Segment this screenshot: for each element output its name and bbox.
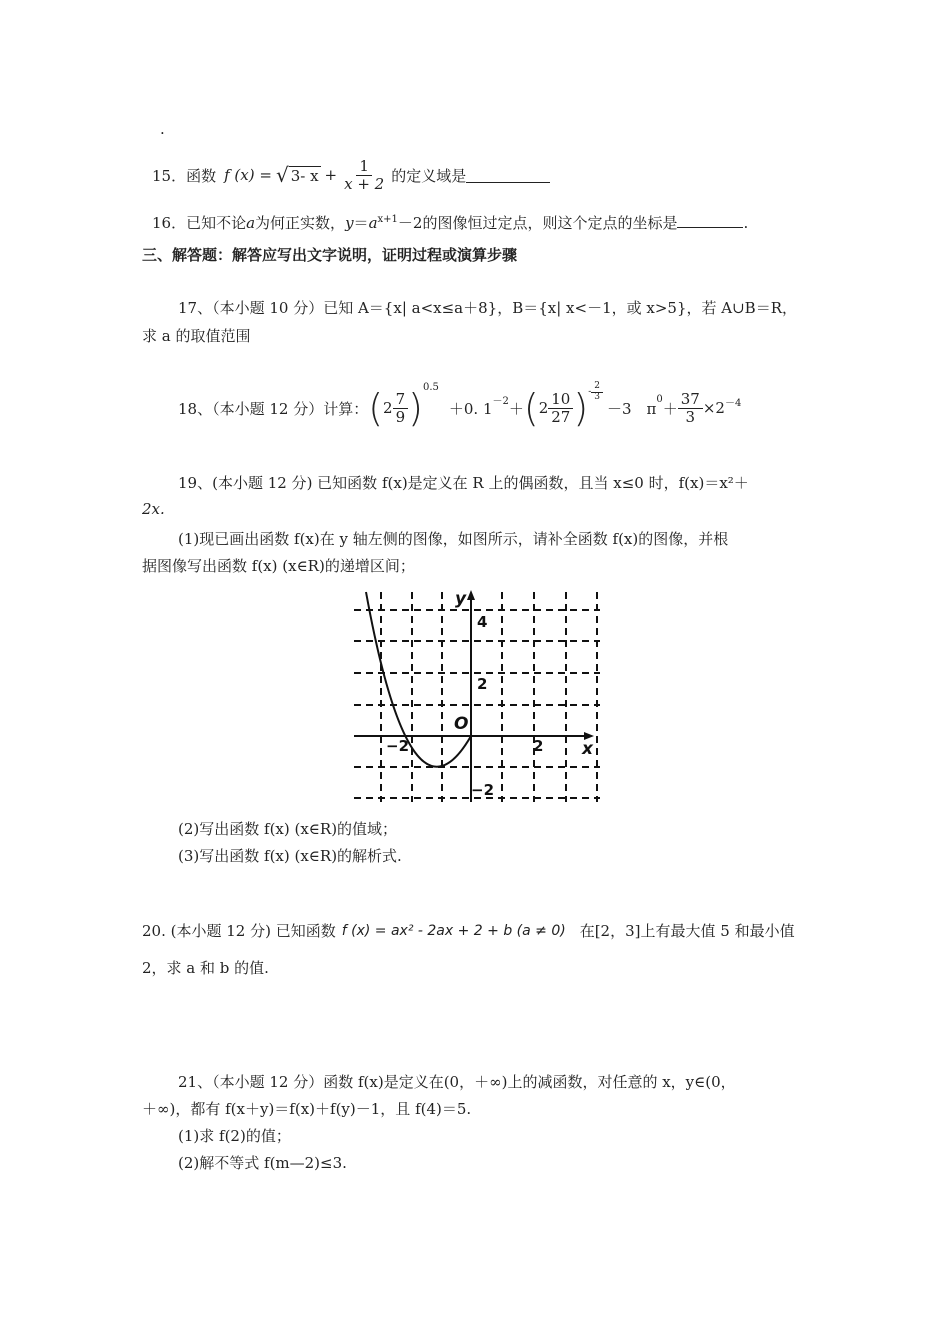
- sqrt-symbol: √: [275, 163, 289, 187]
- y-axis-label: y: [455, 589, 467, 609]
- question-16: [152, 212, 748, 233]
- q18-mixed1-frac: [393, 391, 409, 425]
- q15-plus: +: [324, 166, 338, 184]
- q18-exp-3: [588, 382, 603, 403]
- q16-base: a: [368, 214, 378, 232]
- q20-formula: f (x) = ax² - 2ax + 2 + b (a ≠ 0): [341, 922, 566, 939]
- question-15: [152, 158, 550, 192]
- y-tick-neg2: −2: [471, 781, 495, 799]
- q15-answer-blank: [466, 168, 550, 183]
- q15-number: 15．: [152, 166, 187, 185]
- q21-part1: (1)求 f(2)的值；: [178, 1127, 291, 1145]
- q16-answer-blank: [677, 215, 743, 228]
- q16-text-1: 16．已知不论: [152, 214, 247, 232]
- function-graph: [350, 586, 605, 808]
- q18-f-den: 3: [685, 407, 696, 426]
- q19-line-1: 19、(本小题 12 分) 已知函数 f(x)是定义在 R 上的偶函数，且当 x≤0 时，f(x)＝x²＋: [178, 474, 749, 492]
- left-paren: (: [368, 386, 384, 430]
- question-18: [178, 382, 741, 434]
- y-tick-4: 4: [477, 613, 488, 631]
- q18-m1-num: 7: [393, 391, 409, 409]
- q20-rest: 在[2，3]上有最大值 5 和最小值: [579, 922, 795, 940]
- q15-fraction: [341, 158, 387, 192]
- right-paren: ): [573, 386, 589, 430]
- q18-m2-den: 27: [551, 407, 571, 426]
- q16-var-a: a: [246, 214, 256, 232]
- q15-sqrt: [276, 163, 321, 187]
- q18-label: 18、（本小题 12 分）计算：: [178, 399, 369, 418]
- q18-f-num: 37: [678, 391, 703, 409]
- q19-part3: (3)写出函数 f(x) (x∈R)的解析式.: [178, 847, 402, 865]
- q18-m1-den: 9: [395, 407, 406, 426]
- q19-part2: (2)写出函数 f(x) (x∈R)的值域；: [178, 820, 398, 838]
- q18-fraction-37-3: [678, 391, 703, 425]
- q16-eq: ＝: [353, 214, 369, 232]
- origin-label: O: [454, 714, 469, 734]
- x-axis-label: x: [582, 739, 593, 759]
- q18-exp3-num: 2: [591, 382, 603, 393]
- q18-exp3-sign: -: [588, 387, 592, 398]
- q16-exponent: x+1: [377, 214, 398, 225]
- q15-frac-num: 1: [356, 158, 372, 176]
- q18-exp3-frac: [591, 382, 603, 403]
- stray-dot: .: [160, 120, 165, 138]
- q17-line-2: 求 a 的取值范围: [142, 327, 251, 345]
- q19-part1-line-2: 据图像写出函数 f(x) (x∈R)的递增区间；: [142, 557, 415, 575]
- q15-frac-den: x + 2: [344, 174, 385, 193]
- q16-text-2: 为何正实数，: [255, 214, 346, 232]
- q16-var-y: y: [345, 214, 354, 232]
- q15-radicand: 3- x: [290, 166, 319, 185]
- x-tick-neg2: −2: [386, 737, 410, 755]
- q21-line-2: ＋∞)，都有 f(x＋y)＝f(x)＋f(y)－1，且 f(4)＝5.: [142, 1100, 472, 1118]
- q19-part1-line-1: (1)现已画出函数 f(x)在 y 轴左侧的图像，如图所示，请补全函数 f(x)的图像，并根: [178, 530, 729, 548]
- q18-plus: ＋: [508, 399, 524, 418]
- q18-exp-1: 0.5: [422, 382, 439, 393]
- q18-exp-4: 0: [656, 394, 663, 405]
- q15-fx: f (x) =: [224, 166, 272, 184]
- q15-suffix: 的定义域是: [391, 166, 467, 185]
- section-heading-3: 三、解答题：解答应写出文字说明，证明过程或演算步骤: [142, 246, 518, 264]
- q18-mixed1-whole: 2: [383, 399, 393, 417]
- q18-mixed2-frac: [548, 391, 573, 425]
- q17-line-1: 17、（本小题 10 分）已知 A＝{x| a<x≤a＋8}，B＝{x| x<－1，或 x>5}，若 A∪B＝R，: [178, 299, 797, 317]
- q18-times: ×2: [702, 399, 725, 417]
- q15-prefix: 函数: [186, 166, 217, 185]
- question-20: [142, 920, 795, 941]
- q18-mid: ＋0. 1: [448, 399, 493, 418]
- q20-line-2: 2，求 a 和 b 的值.: [142, 959, 269, 977]
- x-tick-2: 2: [533, 737, 544, 755]
- q18-exp-2: －2: [492, 396, 509, 407]
- q18-exp-5: －4: [724, 398, 742, 409]
- y-tick-2: 2: [477, 675, 488, 693]
- y-axis-arrow-icon: [467, 590, 475, 600]
- q16-end: .: [743, 214, 749, 232]
- q18-minus-pi: －3 π: [606, 399, 657, 418]
- q20-label: 20. (本小题 12 分) 已知函数: [142, 922, 336, 940]
- q18-mixed2-whole: 2: [538, 399, 549, 417]
- q18-m2-num: 10: [548, 391, 573, 409]
- q18-exp3-den: 3: [594, 391, 600, 402]
- q19-line-2: 2x.: [142, 500, 165, 518]
- q18-plus-2: ＋: [662, 399, 678, 418]
- right-paren: ): [408, 386, 423, 430]
- q21-part2: (2)解不等式 f(m—2)≤3.: [178, 1154, 347, 1172]
- q16-text-3: －2的图像恒过定点，则这个定点的坐标是: [397, 214, 678, 232]
- left-paren: (: [523, 386, 539, 430]
- q21-line-1: 21、（本小题 12 分）函数 f(x)是定义在(0，＋∞)上的减函数，对任意的 x，y∈(0，: [178, 1073, 736, 1091]
